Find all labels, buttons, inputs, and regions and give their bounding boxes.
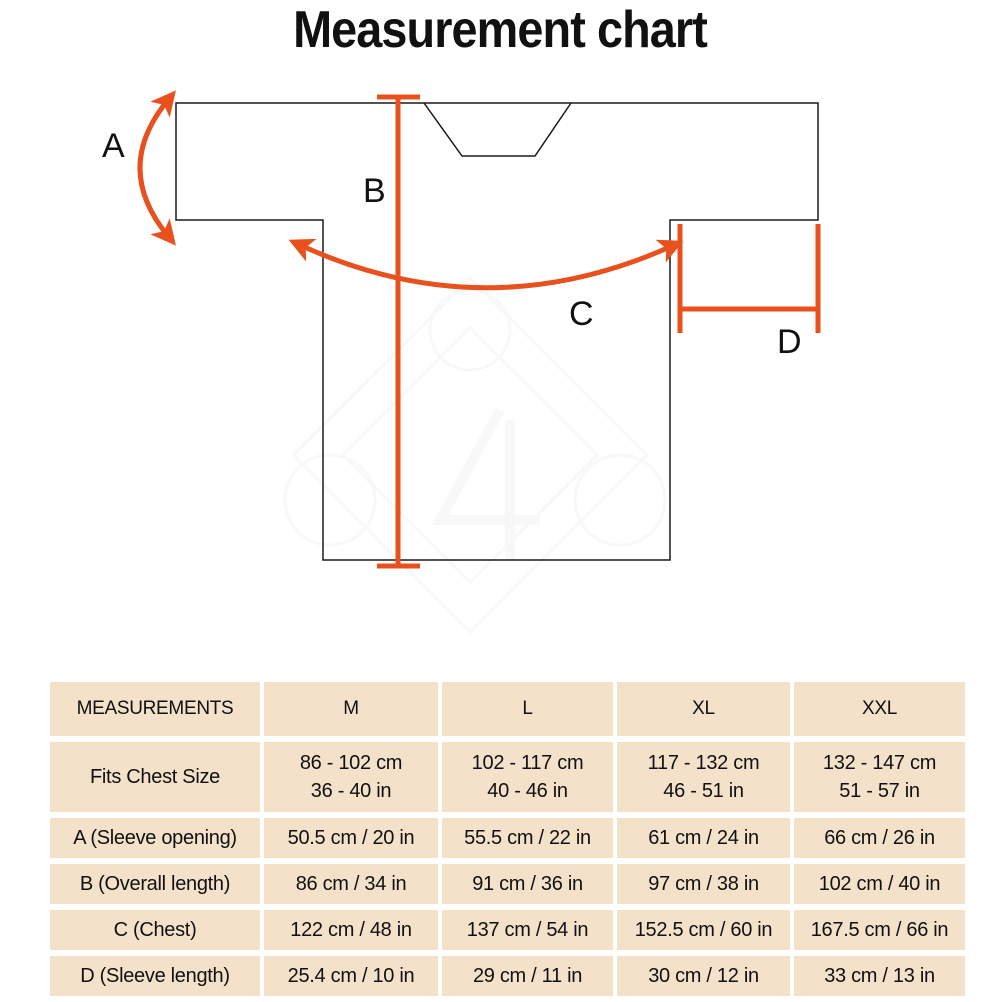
- table-cell: 33 cm / 13 in: [794, 956, 965, 996]
- table-cell: [264, 742, 438, 812]
- label-d: D: [777, 323, 802, 361]
- chart-title: Measurement chart: [293, 1, 707, 59]
- table-row-overall-length: [50, 864, 965, 904]
- table-cell: 50.5 cm / 20 in: [264, 818, 438, 858]
- shirt-collar: [424, 103, 571, 156]
- table-cell: 102 cm / 40 in: [794, 864, 965, 904]
- table-cell: 66 cm / 26 in: [794, 818, 965, 858]
- cell-cm: 86 - 102 cm: [299, 752, 403, 774]
- table-row-sleeve-length: [50, 956, 965, 996]
- label-c: C: [569, 295, 594, 333]
- table-row-chest-size: [50, 742, 965, 812]
- label-b: B: [363, 172, 386, 210]
- shirt-outline: [176, 103, 818, 560]
- cell-in: 46 - 51 in: [663, 780, 744, 802]
- table-cell: 122 cm / 48 in: [264, 910, 438, 950]
- table-cell: 137 cm / 54 in: [442, 910, 613, 950]
- watermark-logo: [285, 278, 665, 632]
- table-cell: 25.4 cm / 10 in: [264, 956, 438, 996]
- table-cell: 97 cm / 38 in: [617, 864, 790, 904]
- table-cell: [442, 742, 613, 812]
- table-cell: 29 cm / 11 in: [442, 956, 613, 996]
- row-label: B (Overall length): [50, 864, 260, 904]
- table-cell: [617, 742, 790, 812]
- row-label: A (Sleeve opening): [50, 818, 260, 858]
- cell-cm: 102 - 117 cm: [471, 752, 584, 774]
- table-cell: 86 cm / 34 in: [264, 864, 438, 904]
- table-row-sleeve-opening: [50, 818, 965, 858]
- measure-c-arrow: [300, 245, 672, 288]
- size-table: [46, 676, 969, 1002]
- header-size-xl: XL: [617, 682, 790, 736]
- table-cell: 91 cm / 36 in: [442, 864, 613, 904]
- table-cell: 30 cm / 12 in: [617, 956, 790, 996]
- cell-cm: 132 - 147 cm: [822, 752, 937, 774]
- table-header-row: [50, 682, 965, 736]
- header-size-xxl: XXL: [794, 682, 965, 736]
- cell-cm: 117 - 132 cm: [647, 752, 760, 774]
- cell-in: 36 - 40 in: [310, 780, 392, 802]
- header-size-m: M: [264, 682, 438, 736]
- measure-d-line: [680, 224, 818, 333]
- table-cell: 167.5 cm / 66 in: [794, 910, 965, 950]
- cell-in: 40 - 46 in: [487, 780, 568, 802]
- measure-a-arrow: [140, 100, 168, 236]
- header-size-l: L: [442, 682, 613, 736]
- row-label: Fits Chest Size: [50, 742, 260, 812]
- row-label: D (Sleeve length): [50, 956, 260, 996]
- table-cell: 152.5 cm / 60 in: [617, 910, 790, 950]
- label-a: A: [102, 127, 125, 165]
- header-measurements: MEASUREMENTS: [50, 682, 260, 736]
- table-cell: 61 cm / 24 in: [617, 818, 790, 858]
- table-cell: 55.5 cm / 22 in: [442, 818, 613, 858]
- table-row-chest: [50, 910, 965, 950]
- table-cell: [794, 742, 965, 812]
- row-label: C (Chest): [50, 910, 260, 950]
- cell-in: 51 - 57 in: [839, 780, 920, 802]
